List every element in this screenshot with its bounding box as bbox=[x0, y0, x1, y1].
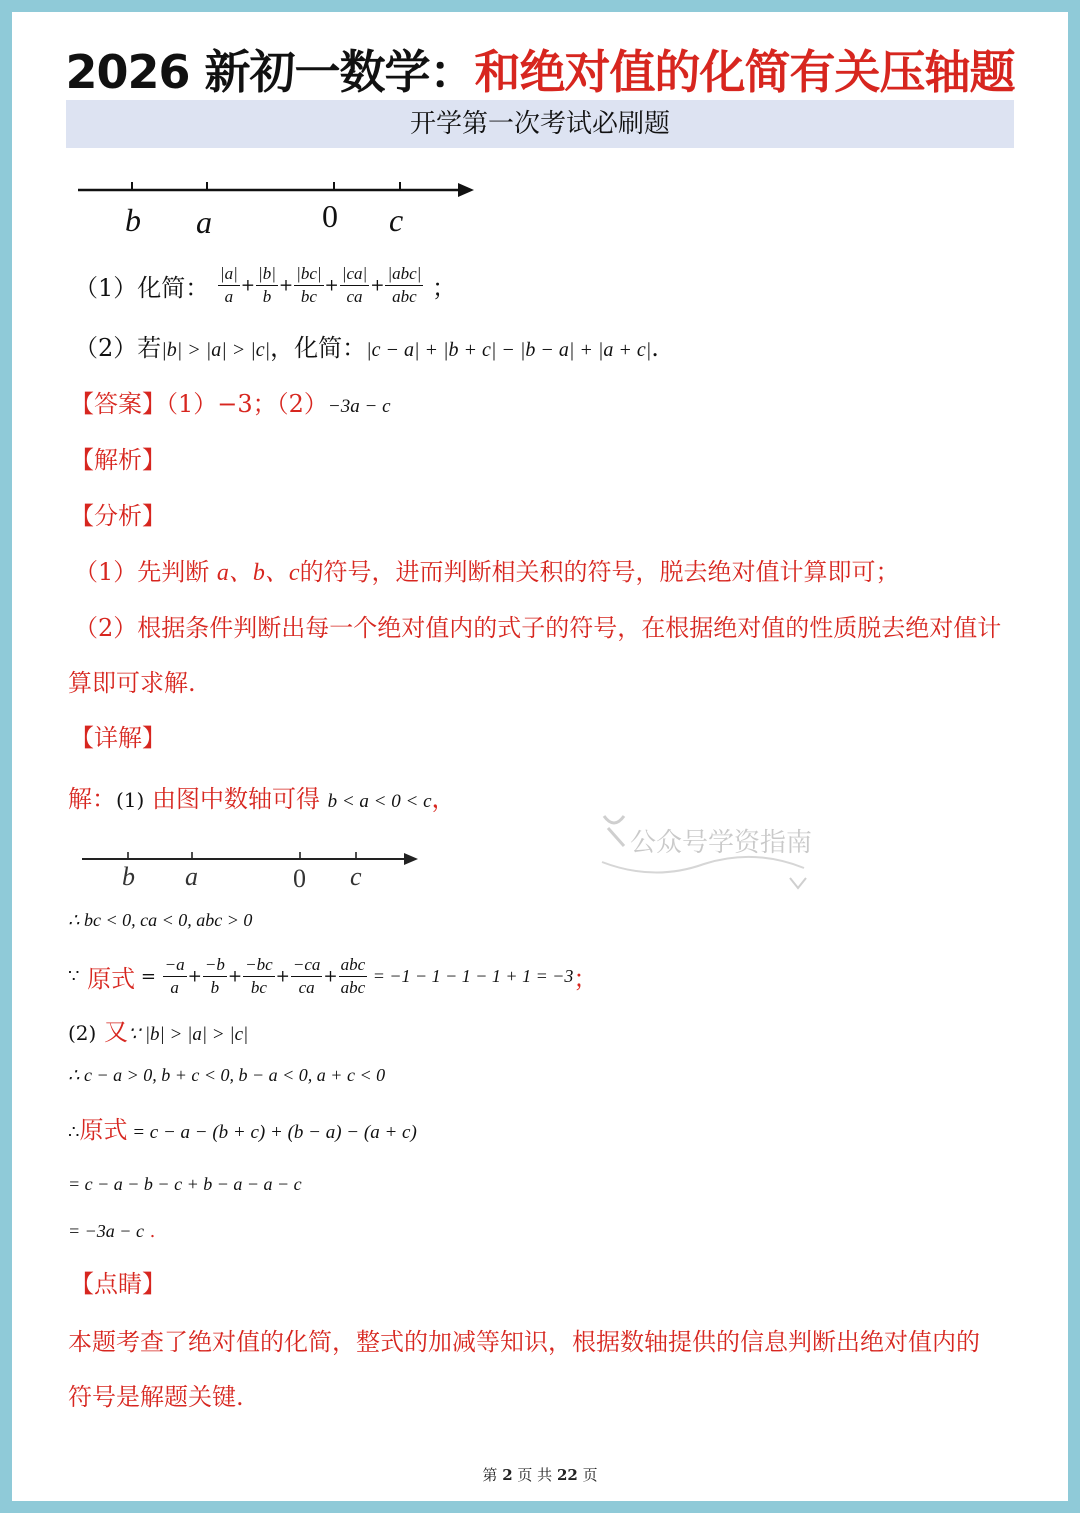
watermark-text: 公众号学资指南 bbox=[630, 828, 813, 858]
because-den: abc bbox=[340, 978, 366, 997]
because-fraction bbox=[243, 954, 275, 999]
q1-fraction bbox=[218, 263, 240, 308]
analysis-2-line-1: （2）根据条件判断出每一个绝对值内的式子的符号，在根据绝对值的性质脱去绝对值计 bbox=[74, 614, 1002, 642]
sol1-expression: b < a < 0 < c bbox=[327, 791, 432, 812]
footer-text-2: 页 共 bbox=[512, 1466, 557, 1484]
yuanshi-label: 原式 bbox=[79, 1116, 128, 1144]
sol1-prefix: 解： bbox=[68, 785, 116, 813]
q2-expression: |c − a| + |b + c| − |b − a| + |a + c| bbox=[366, 339, 652, 361]
sol2-expression: ∵ |b| > |a| > |c| bbox=[127, 1024, 249, 1045]
sol1-number: (1) bbox=[116, 788, 145, 812]
solution-1 bbox=[68, 779, 456, 814]
axis1-label-c: c bbox=[389, 202, 404, 238]
because-num: −ca bbox=[291, 954, 323, 977]
because-num: −b bbox=[203, 954, 227, 977]
equation-line-2 bbox=[68, 1221, 155, 1242]
subtitle-banner: 开学第一次考试必刷题 bbox=[66, 100, 1014, 148]
analysis1-prefix: （1）先判断 bbox=[74, 558, 217, 586]
equation-2-expr: = −3a − c bbox=[68, 1221, 144, 1241]
plus-sign: + bbox=[275, 966, 290, 987]
footer-page-number: 2 bbox=[502, 1466, 513, 1484]
because-num: abc bbox=[339, 954, 368, 977]
q1-den: b bbox=[262, 287, 272, 306]
sol2-number: (2) bbox=[68, 1021, 97, 1045]
q2-prefix: （2）若 bbox=[74, 334, 162, 362]
q1-num: |bc| bbox=[294, 263, 323, 286]
axis2-label-zero: 0 bbox=[293, 864, 306, 893]
q2-suffix: . bbox=[651, 334, 659, 362]
because-fraction bbox=[339, 954, 368, 999]
because-fraction bbox=[203, 954, 227, 999]
q1-num: |b| bbox=[256, 263, 278, 286]
because-symbol: ∵ bbox=[68, 966, 80, 987]
axis2-label-c: c bbox=[350, 862, 362, 891]
axis1-label-b: b bbox=[125, 202, 141, 238]
plus-sign: + bbox=[370, 275, 385, 296]
summary-line-1: 本题考查了绝对值的化简，整式的加减等知识，根据数轴提供的信息判断出绝对值内的 bbox=[68, 1328, 980, 1356]
q1-num: |abc| bbox=[385, 263, 423, 286]
yuanshi-line bbox=[68, 1110, 417, 1145]
yuanshi-expression: = c − a − (b + c) + (b − a) − (a + c) bbox=[127, 1122, 417, 1143]
answer-text: （1）−3；（2） bbox=[166, 390, 328, 418]
sol2-text: 又 bbox=[96, 1018, 128, 1046]
axis2-label-a: a bbox=[185, 862, 198, 891]
q1-fraction bbox=[294, 263, 323, 308]
q1-den: a bbox=[224, 287, 234, 306]
because-result: = −1 − 1 − 1 − 1 + 1 = −3 bbox=[368, 966, 574, 986]
section-jiexi: 【解析】 bbox=[70, 446, 166, 474]
because-num: −bc bbox=[243, 954, 275, 977]
q2-condition: |b| > |a| > |c| bbox=[161, 339, 271, 361]
because-den: bc bbox=[250, 978, 267, 997]
axis1-label-zero: 0 bbox=[322, 198, 338, 234]
because-den: a bbox=[170, 978, 179, 997]
page-footer bbox=[12, 1464, 1068, 1485]
title-part-1: 2026 新初一数学： bbox=[65, 45, 475, 99]
document-page bbox=[12, 12, 1068, 1501]
page-title bbox=[12, 36, 1068, 102]
therefore-line-2: ∴ c − a > 0, b + c < 0, b − a < 0, a + c < 0 bbox=[68, 1065, 386, 1085]
q1-den: bc bbox=[300, 287, 317, 306]
question-1 bbox=[74, 263, 456, 308]
solution-2 bbox=[68, 1012, 248, 1047]
question-2 bbox=[74, 328, 659, 363]
equals-sign: = bbox=[135, 966, 162, 987]
because-den: ca bbox=[298, 978, 315, 997]
q1-suffix: ； bbox=[432, 274, 456, 302]
analysis-2-line-2: 算即可求解. bbox=[68, 669, 196, 697]
q1-fraction bbox=[340, 263, 369, 308]
plus-sign: + bbox=[227, 966, 243, 987]
sol1-text: 由图中数轴可得 bbox=[144, 785, 328, 813]
answer-line bbox=[70, 384, 391, 419]
q1-fraction bbox=[385, 263, 423, 308]
section-dianjing: 【点睛】 bbox=[70, 1270, 166, 1298]
section-fenxi: 【分析】 bbox=[70, 502, 166, 530]
because-fraction bbox=[163, 954, 187, 999]
therefore-symbol: ∴ bbox=[68, 1122, 80, 1143]
analysis1-vars: a、b、c bbox=[216, 560, 300, 586]
plus-sign: + bbox=[240, 275, 256, 296]
analysis-1 bbox=[74, 552, 900, 587]
because-label: 原式 bbox=[79, 965, 136, 993]
footer-total-pages: 22 bbox=[556, 1466, 578, 1484]
because-num: −a bbox=[163, 954, 187, 977]
answer-expression: −3a − c bbox=[327, 396, 391, 417]
because-line bbox=[68, 954, 597, 999]
equation-2-suffix: . bbox=[143, 1221, 156, 1242]
equation-line-1: = c − a − b − c + b − a − a − c bbox=[68, 1174, 302, 1194]
axis1-label-a: a bbox=[196, 204, 212, 240]
axis2-label-b: b bbox=[122, 862, 135, 891]
summary-line-2: 符号是解题关键. bbox=[68, 1383, 244, 1411]
plus-sign: + bbox=[324, 275, 339, 296]
because-fraction bbox=[291, 954, 323, 999]
q1-num: |ca| bbox=[340, 263, 369, 286]
plus-sign: + bbox=[187, 966, 202, 987]
because-den: b bbox=[210, 978, 220, 997]
because-suffix: ； bbox=[573, 965, 598, 993]
therefore-line-1: ∴ bc < 0, ca < 0, abc > 0 bbox=[68, 910, 253, 930]
analysis1-rest: 的符号，进而判断相关积的符号，脱去绝对值计算即可； bbox=[299, 558, 900, 586]
q1-den: ca bbox=[346, 287, 363, 306]
sol1-suffix: ， bbox=[431, 785, 456, 813]
footer-text-3: 页 bbox=[577, 1466, 598, 1484]
q1-den: abc bbox=[392, 287, 417, 306]
q2-mid: ，化简： bbox=[270, 334, 367, 362]
q1-fraction bbox=[256, 263, 278, 308]
q1-num: |a| bbox=[218, 263, 240, 286]
plus-sign: + bbox=[323, 966, 338, 987]
answer-tag: 【答案】 bbox=[70, 390, 166, 418]
section-xiangjie: 【详解】 bbox=[70, 724, 166, 752]
footer-text-1: 第 bbox=[482, 1466, 503, 1484]
q1-prefix: （1）化简： bbox=[74, 274, 210, 302]
plus-sign: + bbox=[278, 275, 294, 296]
title-part-2: 和绝对值的化简有关压轴题 bbox=[474, 45, 1015, 99]
